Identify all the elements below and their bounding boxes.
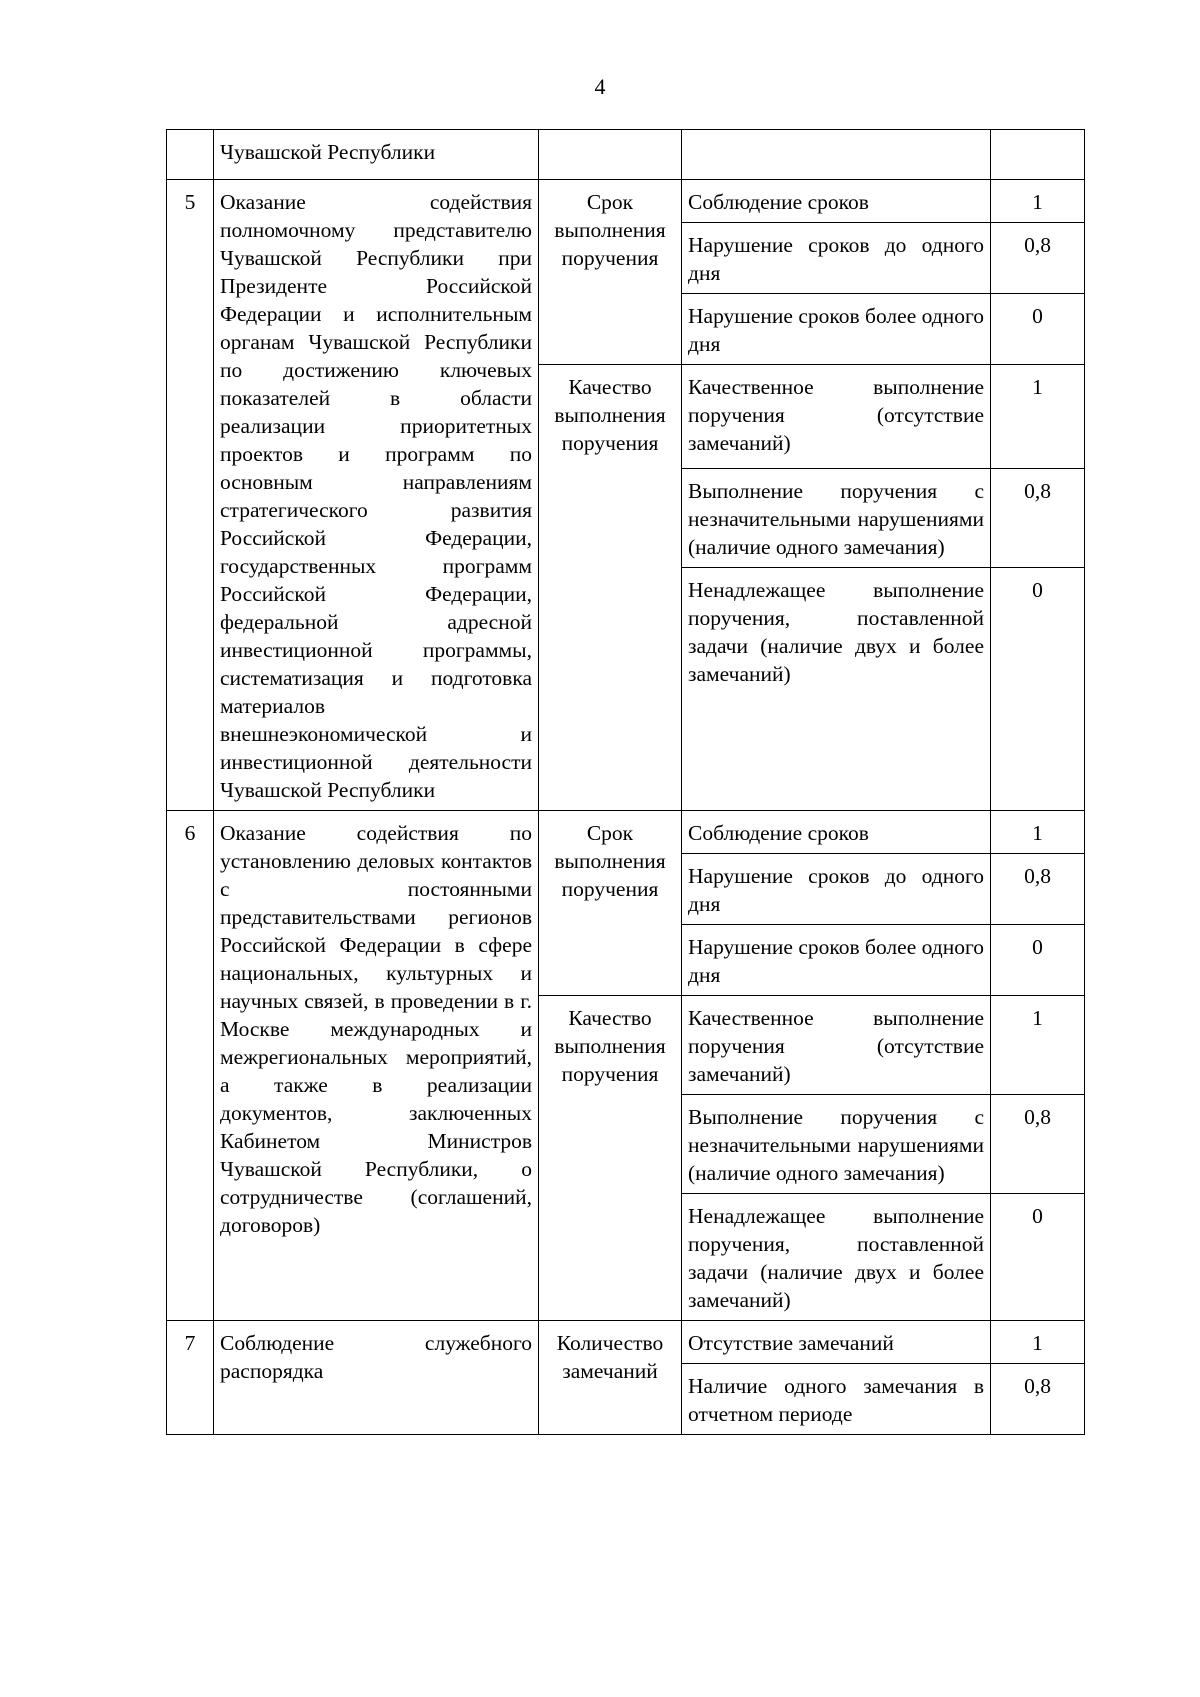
cell-number (167, 130, 214, 180)
criterion-score: 0 (991, 1194, 1085, 1321)
indicator-label: Качество выполнения поручения (539, 365, 682, 811)
criterion-text: Соблюдение сроков (682, 180, 991, 223)
criterion-score: 0,8 (991, 854, 1085, 925)
row-name: Оказание содействия по установлению деловых контактов с постоянными представительствами регионов Российской Федерации в сфере национальных, культурных и научных связей, в проведении в г. Москве международных и межрегиональных мероприятий, а также в реализации документов, заключенных Кабинетом Министров Чувашской Республики, о сотрудничестве (соглашений, договоров) (214, 811, 539, 1321)
criterion-text: Ненадлежащее выполнение поручения, поставленной задачи (наличие двух и более замечаний) (682, 1194, 991, 1321)
criterion-text: Наличие одного замечания в отчетном периоде (682, 1364, 991, 1435)
indicator-label: Срок выполнения поручения (539, 811, 682, 996)
cell-criterion (682, 130, 991, 180)
criterion-score: 1 (991, 996, 1085, 1095)
criterion-text: Выполнение поручения с незначительными нарушениями (наличие одного замечания) (682, 469, 991, 568)
criterion-text: Нарушение сроков более одного дня (682, 925, 991, 996)
table-row (167, 180, 1085, 223)
criterion-text: Отсутствие замечаний (682, 1321, 991, 1364)
criterion-score: 0,8 (991, 1095, 1085, 1194)
criterion-text: Соблюдение сроков (682, 811, 991, 854)
criterion-score: 1 (991, 811, 1085, 854)
criterion-text: Нарушение сроков более одного дня (682, 294, 991, 365)
criterion-text: Качественное выполнение поручения (отсутствие замечаний) (682, 365, 991, 469)
row-name: Соблюдение служебного распорядка (214, 1321, 539, 1435)
page-number: 4 (594, 74, 606, 99)
criterion-text: Ненадлежащее выполнение поручения, поставленной задачи (наличие двух и более замечаний) (682, 568, 991, 811)
table-row (167, 811, 1085, 854)
criterion-text: Нарушение сроков до одного дня (682, 223, 991, 294)
criterion-score: 0 (991, 925, 1085, 996)
criterion-score: 0,8 (991, 469, 1085, 568)
criterion-text: Нарушение сроков до одного дня (682, 854, 991, 925)
cell-name: Чувашской Республики (214, 130, 539, 180)
cell-score (991, 130, 1085, 180)
row-number: 7 (167, 1321, 214, 1435)
criterion-score: 0 (991, 294, 1085, 365)
row-name: Оказание содействия полномочному представителю Чувашской Республики при Президенте Российской Федерации и исполнительным органам Чувашской Республики по достижению ключевых показателей в области реализации приоритетных проектов и программ по основным направлениям стратегического развития Российской Федерации, государственных программ Российской Федерации, федеральной адресной инвестиционной программы, систематизация и подготовка материалов внешнеэкономической и инвестиционной деятельности Чувашской Республики (214, 180, 539, 811)
criterion-score: 1 (991, 365, 1085, 469)
criterion-text: Выполнение поручения с незначительными нарушениями (наличие одного замечания) (682, 1095, 991, 1194)
cell-indicator (539, 130, 682, 180)
indicator-label: Качество выполнения поручения (539, 996, 682, 1321)
row-number: 5 (167, 180, 214, 811)
criteria-table (166, 129, 1085, 1435)
table-row (167, 1321, 1085, 1364)
criterion-text: Качественное выполнение поручения (отсутствие замечаний) (682, 996, 991, 1095)
criterion-score: 0 (991, 568, 1085, 811)
criterion-score: 0,8 (991, 1364, 1085, 1435)
indicator-label: Количество замечаний (539, 1321, 682, 1435)
criterion-score: 1 (991, 1321, 1085, 1364)
criterion-score: 1 (991, 180, 1085, 223)
row-number: 6 (167, 811, 214, 1321)
continuation-row (167, 130, 1085, 180)
criterion-score: 0,8 (991, 223, 1085, 294)
indicator-label: Срок выполнения поручения (539, 180, 682, 365)
